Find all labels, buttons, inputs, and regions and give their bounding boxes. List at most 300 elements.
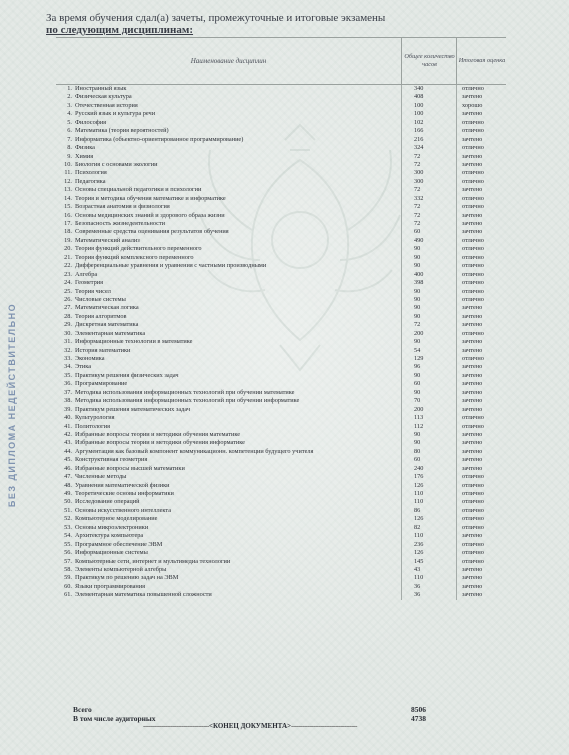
- row-number: 17.: [64, 220, 72, 227]
- table-row: [56, 178, 506, 186]
- row-grade: зачтено: [462, 464, 483, 472]
- classroom-value: 4738: [411, 713, 426, 723]
- table-row: [56, 414, 506, 422]
- row-number: 31.: [64, 338, 72, 346]
- row-number: 13.: [64, 186, 72, 194]
- row-grade: отлично: [462, 515, 484, 523]
- row-hours: 72: [414, 211, 421, 219]
- row-discipline: Физическая культура: [75, 93, 132, 101]
- row-grade: зачтено: [462, 135, 483, 143]
- heading-line-1: За время обучения сдал(а) зачеты, промежуточные и итоговые экзамены: [46, 12, 386, 24]
- row-number: 21.: [64, 253, 72, 261]
- row-number: 12.: [64, 177, 72, 185]
- table-row: [56, 279, 506, 287]
- table-row: [56, 549, 506, 557]
- end-of-document: [100, 722, 400, 730]
- row-grade: зачтено: [462, 220, 483, 227]
- row-number: 48.: [64, 481, 72, 489]
- row-discipline: Психология: [75, 169, 107, 177]
- row-grade: зачтено: [462, 304, 483, 312]
- row-number: 35.: [64, 371, 72, 379]
- row-hours: 112: [414, 422, 424, 430]
- table-row: [56, 406, 506, 414]
- row-grade: отлично: [462, 498, 484, 506]
- row-grade: отлично: [462, 287, 484, 295]
- row-number: 15.: [64, 203, 72, 211]
- row-discipline: Возрастная анатомия и физиология: [75, 203, 170, 211]
- row-hours: 300: [414, 169, 424, 177]
- row-hours: 72: [414, 321, 421, 329]
- row-number: 23.: [64, 270, 72, 278]
- row-discipline: Практикум решения математических задач: [75, 405, 191, 413]
- row-number: 34.: [64, 363, 72, 371]
- row-discipline: Архитектура компьютера: [75, 532, 144, 540]
- row-number: 55.: [64, 540, 72, 548]
- row-discipline: Элементарная математика: [75, 329, 146, 337]
- row-number: 25.: [64, 287, 72, 295]
- row-number: 6.: [67, 127, 72, 135]
- row-hours: 166: [414, 127, 424, 135]
- row-hours: 240: [414, 464, 424, 472]
- row-number: 1.: [67, 85, 72, 92]
- row-hours: 54: [414, 346, 421, 354]
- table-row: [56, 153, 506, 161]
- row-discipline: Информатика (объектно-ориентированное программирование): [75, 135, 244, 143]
- row-discipline: Теория алгоритмов: [75, 312, 127, 320]
- table-row: [56, 380, 506, 388]
- row-discipline: Программирование: [75, 380, 128, 388]
- row-grade: отлично: [462, 253, 484, 261]
- table-row: [56, 169, 506, 177]
- row-number: 8.: [67, 144, 72, 152]
- table-row: [56, 566, 506, 574]
- row-number: 43.: [64, 439, 72, 447]
- side-stamp-text: БЕЗ ДИПЛОМА НЕДЕЙСТВИТЕЛЬНО: [7, 302, 17, 508]
- row-discipline: Числовые системы: [75, 295, 126, 303]
- page-heading: [46, 12, 406, 36]
- row-number: 38.: [64, 397, 72, 405]
- row-discipline: Практикум решения физических задач: [75, 371, 179, 379]
- row-hours: 90: [414, 262, 421, 270]
- row-hours: 176: [414, 473, 424, 481]
- row-number: 14.: [64, 194, 72, 202]
- row-discipline: Теоретические основы информатики: [75, 490, 174, 497]
- row-hours: 126: [414, 481, 424, 489]
- row-number: 44.: [64, 447, 72, 455]
- row-hours: 113: [414, 414, 424, 422]
- row-discipline: Теория функций комплексного переменного: [75, 253, 194, 261]
- table-row: [56, 330, 506, 338]
- end-dashes-right: ------------------------------------: [291, 722, 357, 730]
- table-row: [56, 423, 506, 431]
- row-hours: 90: [414, 245, 421, 253]
- table-header: [56, 37, 506, 85]
- row-hours: 90: [414, 338, 421, 346]
- row-discipline: Философия: [75, 118, 107, 126]
- row-hours: 72: [414, 203, 421, 211]
- end-dashes-left: ------------------------------------: [143, 722, 209, 730]
- table-row: [56, 85, 506, 93]
- table-row: [56, 541, 506, 549]
- row-number: 29.: [64, 321, 72, 329]
- row-hours: 200: [414, 405, 424, 413]
- disciplines-table: [56, 37, 506, 600]
- row-hours: 90: [414, 371, 421, 379]
- row-number: 45.: [64, 456, 72, 464]
- row-discipline: Биология с основами экологии: [75, 160, 158, 168]
- row-discipline: Основы микроэлектроники: [75, 523, 149, 531]
- row-discipline: Теория чисел: [75, 287, 111, 295]
- table-row: [56, 245, 506, 253]
- row-hours: 90: [414, 287, 421, 295]
- row-number: 27.: [64, 304, 72, 312]
- row-grade: зачтено: [462, 388, 483, 396]
- row-number: 51.: [64, 506, 72, 514]
- row-discipline: Языки программирования: [75, 582, 146, 590]
- row-discipline: Исследование операций: [75, 498, 140, 506]
- row-discipline: Компьютерное моделирование: [75, 515, 158, 523]
- row-grade: зачтено: [462, 312, 483, 320]
- row-grade: отлично: [462, 295, 484, 303]
- row-grade: зачтено: [462, 321, 483, 329]
- row-hours: 110: [414, 532, 424, 540]
- row-number: 57.: [64, 557, 72, 565]
- row-discipline: Избранные вопросы теории и методики обучения математике: [75, 430, 241, 438]
- heading-line-2-text: по следующим дисциплинам:: [46, 24, 194, 36]
- row-grade: зачтено: [462, 371, 483, 379]
- row-grade: зачтено: [462, 439, 483, 447]
- row-hours: 332: [414, 194, 424, 202]
- table-row: [56, 558, 506, 566]
- table-row: [56, 338, 506, 346]
- row-hours: 200: [414, 329, 424, 337]
- row-hours: 90: [414, 312, 421, 320]
- row-hours: 126: [414, 549, 424, 557]
- row-discipline: Математическая логика: [75, 304, 139, 312]
- row-number: 40.: [64, 414, 72, 422]
- row-grade: отлично: [462, 490, 484, 497]
- row-hours: 60: [414, 380, 421, 388]
- row-number: 54.: [64, 532, 72, 540]
- row-hours: 110: [414, 490, 424, 497]
- row-discipline: Программное обеспечение ЭВМ: [75, 540, 163, 548]
- row-grade: зачтено: [462, 346, 483, 354]
- row-hours: 236: [414, 540, 424, 548]
- row-hours: 90: [414, 304, 421, 312]
- classroom-label: В том числе аудиторных: [73, 713, 156, 723]
- row-hours: 398: [414, 279, 424, 287]
- row-grade: зачтено: [462, 565, 483, 573]
- row-grade: отлично: [462, 177, 484, 185]
- row-discipline: Этика: [75, 363, 92, 371]
- row-discipline: Основы специальной педагогики и психологии: [75, 186, 202, 194]
- table-row: [56, 237, 506, 245]
- row-discipline: Математика (теория вероятностей): [75, 127, 169, 135]
- table-row: [56, 119, 506, 127]
- row-number: 5.: [67, 118, 72, 126]
- row-discipline: Химия: [75, 152, 94, 160]
- row-discipline: Современные средства оценивания результатов обучения: [75, 228, 229, 236]
- row-discipline: Физика: [75, 144, 95, 152]
- row-grade: отлично: [462, 414, 484, 422]
- table-row: [56, 515, 506, 523]
- table-row: [56, 482, 506, 490]
- table-row: [56, 262, 506, 270]
- table-row: [56, 389, 506, 397]
- row-grade: отлично: [462, 557, 484, 565]
- row-discipline: Элементарная математика повышенной сложности: [75, 591, 212, 599]
- row-grade: отлично: [462, 549, 484, 557]
- row-grade: зачтено: [462, 186, 483, 194]
- row-number: 60.: [64, 582, 72, 590]
- end-marker-text: <КОНЕЦ ДОКУМЕНТА>: [208, 722, 292, 730]
- table-row: [56, 110, 506, 118]
- row-hours: 490: [414, 236, 424, 244]
- row-number: 32.: [64, 346, 72, 354]
- row-number: 4.: [67, 110, 72, 118]
- row-hours: 100: [414, 110, 424, 118]
- row-grade: зачтено: [462, 430, 483, 438]
- row-grade: зачтено: [462, 582, 483, 590]
- row-grade: зачтено: [462, 228, 483, 236]
- table-row: [56, 304, 506, 312]
- table-row: [56, 473, 506, 481]
- table-row: [56, 212, 506, 220]
- row-discipline: Математический анализ: [75, 236, 140, 244]
- row-number: 30.: [64, 329, 72, 337]
- row-discipline: Дискретная математика: [75, 321, 139, 329]
- row-number: 20.: [64, 245, 72, 253]
- row-hours: 100: [414, 101, 424, 109]
- table-row: [56, 363, 506, 371]
- row-grade: зачтено: [462, 110, 483, 118]
- row-number: 16.: [64, 211, 72, 219]
- row-grade: зачтено: [462, 211, 483, 219]
- row-grade: отлично: [462, 540, 484, 548]
- row-number: 24.: [64, 279, 72, 287]
- row-hours: 90: [414, 388, 421, 396]
- table-row: [56, 136, 506, 144]
- row-discipline: Конструктивная геометрия: [75, 456, 148, 464]
- row-number: 49.: [64, 490, 72, 497]
- row-number: 37.: [64, 388, 72, 396]
- row-grade: отлично: [462, 506, 484, 514]
- table-row: [56, 465, 506, 473]
- row-grade: отлично: [462, 118, 484, 126]
- table-row: [56, 93, 506, 101]
- row-hours: 126: [414, 515, 424, 523]
- row-discipline: Культурология: [75, 414, 115, 422]
- row-hours: 110: [414, 498, 424, 506]
- table-body: [56, 85, 506, 600]
- table-row: [56, 186, 506, 194]
- row-number: 19.: [64, 236, 72, 244]
- table-row: [56, 296, 506, 304]
- row-hours: 96: [414, 363, 421, 371]
- row-discipline: Политология: [75, 422, 110, 430]
- row-discipline: Экономика: [75, 355, 105, 362]
- row-number: 22.: [64, 262, 72, 270]
- row-grade: отлично: [462, 194, 484, 202]
- table-row: [56, 524, 506, 532]
- table-row: [56, 574, 506, 582]
- row-discipline: Избранные вопросы теории и методики обучения информатике: [75, 439, 245, 447]
- row-hours: 70: [414, 397, 421, 405]
- row-number: 53.: [64, 523, 72, 531]
- row-grade: зачтено: [462, 380, 483, 388]
- row-grade: зачтено: [462, 363, 483, 371]
- row-hours: 110: [414, 574, 424, 582]
- table-row: [56, 591, 506, 599]
- row-grade: зачтено: [462, 591, 483, 599]
- row-discipline: Аргументация как базовый компонент коммуникационн. компетенции будущего учителя: [75, 447, 314, 455]
- row-discipline: Отечественная история: [75, 101, 138, 109]
- total-value: 8506: [411, 705, 426, 714]
- row-hours: 400: [414, 270, 424, 278]
- header-total-hours: Общее количество часов: [401, 38, 457, 84]
- row-hours: 60: [414, 228, 421, 236]
- row-number: 3.: [67, 101, 72, 109]
- row-grade: отлично: [462, 144, 484, 152]
- table-row: [56, 288, 506, 296]
- column-divider-grade: [456, 85, 457, 600]
- row-hours: 60: [414, 456, 421, 464]
- row-number: 2.: [67, 93, 72, 101]
- row-discipline: Уравнения математической физики: [75, 481, 170, 489]
- row-number: 7.: [67, 135, 72, 143]
- row-grade: отлично: [462, 481, 484, 489]
- row-grade: отлично: [462, 203, 484, 211]
- row-hours: 216: [414, 135, 424, 143]
- row-hours: 72: [414, 160, 421, 168]
- row-number: 47.: [64, 473, 72, 481]
- row-number: 11.: [64, 169, 72, 177]
- row-hours: 36: [414, 591, 421, 599]
- row-number: 61.: [64, 591, 72, 599]
- row-discipline: История математики: [75, 346, 131, 354]
- row-discipline: Информационные системы: [75, 549, 148, 557]
- row-grade: зачтено: [462, 160, 483, 168]
- row-grade: зачтено: [462, 397, 483, 405]
- side-stamp: [2, 240, 22, 570]
- table-row: [56, 102, 506, 110]
- row-hours: 90: [414, 430, 421, 438]
- total-label: Всего: [73, 705, 92, 714]
- row-grade: отлично: [462, 127, 484, 135]
- row-discipline: Компьютерные сети, интернет и мультимедиа технологии: [75, 557, 231, 565]
- table-row: [56, 195, 506, 203]
- row-hours: 72: [414, 186, 421, 194]
- row-grade: отлично: [462, 355, 484, 362]
- row-grade: отлично: [462, 422, 484, 430]
- row-hours: 408: [414, 93, 424, 101]
- table-row: [56, 456, 506, 464]
- row-discipline: Методика использования информационных технологий при обучении математике: [75, 388, 295, 396]
- row-number: 58.: [64, 565, 72, 573]
- row-discipline: Иностранный язык: [75, 85, 127, 92]
- row-discipline: Элементы компьютерной алгебры: [75, 565, 167, 573]
- row-hours: 72: [414, 152, 421, 160]
- row-number: 33.: [64, 355, 72, 362]
- table-row: [56, 271, 506, 279]
- table-row: [56, 583, 506, 591]
- row-grade: отлично: [462, 262, 484, 270]
- row-number: 10.: [64, 160, 72, 168]
- row-hours: 82: [414, 523, 421, 531]
- row-discipline: Алгебра: [75, 270, 98, 278]
- row-hours: 90: [414, 439, 421, 447]
- table-row: [56, 532, 506, 540]
- table-row: [56, 228, 506, 236]
- row-discipline: Практикум по решению задач на ЭВМ: [75, 574, 179, 582]
- table-row: [56, 220, 506, 228]
- heading-line-2: [46, 24, 406, 36]
- row-hours: 86: [414, 506, 421, 514]
- row-hours: 72: [414, 220, 421, 227]
- row-grade: отлично: [462, 473, 484, 481]
- row-discipline: Геометрия: [75, 279, 104, 287]
- table-row: [56, 144, 506, 152]
- row-hours: 90: [414, 295, 421, 303]
- row-discipline: Русский язык и культура речи: [75, 110, 156, 118]
- header-final-grade: Итоговая оценка: [456, 38, 507, 84]
- row-number: 46.: [64, 464, 72, 472]
- row-grade: отлично: [462, 279, 484, 287]
- table-row: [56, 498, 506, 506]
- row-hours: 324: [414, 144, 424, 152]
- row-discipline: Теория и методика обучения математике и информатике: [75, 194, 226, 202]
- row-grade: отлично: [462, 236, 484, 244]
- table-row: [56, 127, 506, 135]
- table-row: [56, 203, 506, 211]
- row-hours: 300: [414, 177, 424, 185]
- row-discipline: Избранные вопросы высшей математики: [75, 464, 185, 472]
- row-grade: отлично: [462, 85, 484, 92]
- table-row: [56, 254, 506, 262]
- table-row: [56, 161, 506, 169]
- table-row: [56, 313, 506, 321]
- row-grade: отлично: [462, 523, 484, 531]
- row-grade: зачтено: [462, 338, 483, 346]
- row-discipline: Методика использования информационных технологий при обучении информатике: [75, 397, 300, 405]
- row-hours: 102: [414, 118, 424, 126]
- row-hours: 36: [414, 582, 421, 590]
- row-grade: зачтено: [462, 152, 483, 160]
- row-discipline: Теория функций действительного переменного: [75, 245, 202, 253]
- row-number: 28.: [64, 312, 72, 320]
- row-hours: 129: [414, 355, 424, 362]
- table-row: [56, 397, 506, 405]
- row-discipline: Информационные технологии в математике: [75, 338, 193, 346]
- header-discipline-name: Наименование дисциплин: [190, 56, 267, 65]
- row-number: 56.: [64, 549, 72, 557]
- row-discipline: Безопасность жизнедеятельности: [75, 220, 166, 227]
- row-number: 59.: [64, 574, 72, 582]
- table-row: [56, 448, 506, 456]
- row-grade: отлично: [462, 270, 484, 278]
- column-divider-hours: [401, 85, 402, 600]
- row-discipline: Дифференциальные уравнения и уравнения с частными производными: [75, 262, 267, 270]
- row-grade: отлично: [462, 245, 484, 253]
- row-grade: зачтено: [462, 456, 483, 464]
- totals-block: [56, 706, 506, 723]
- row-hours: 340: [414, 85, 424, 92]
- row-grade: зачтено: [462, 532, 483, 540]
- table-row: [56, 372, 506, 380]
- row-hours: 90: [414, 253, 421, 261]
- row-grade: отлично: [462, 329, 484, 337]
- table-row: [56, 431, 506, 439]
